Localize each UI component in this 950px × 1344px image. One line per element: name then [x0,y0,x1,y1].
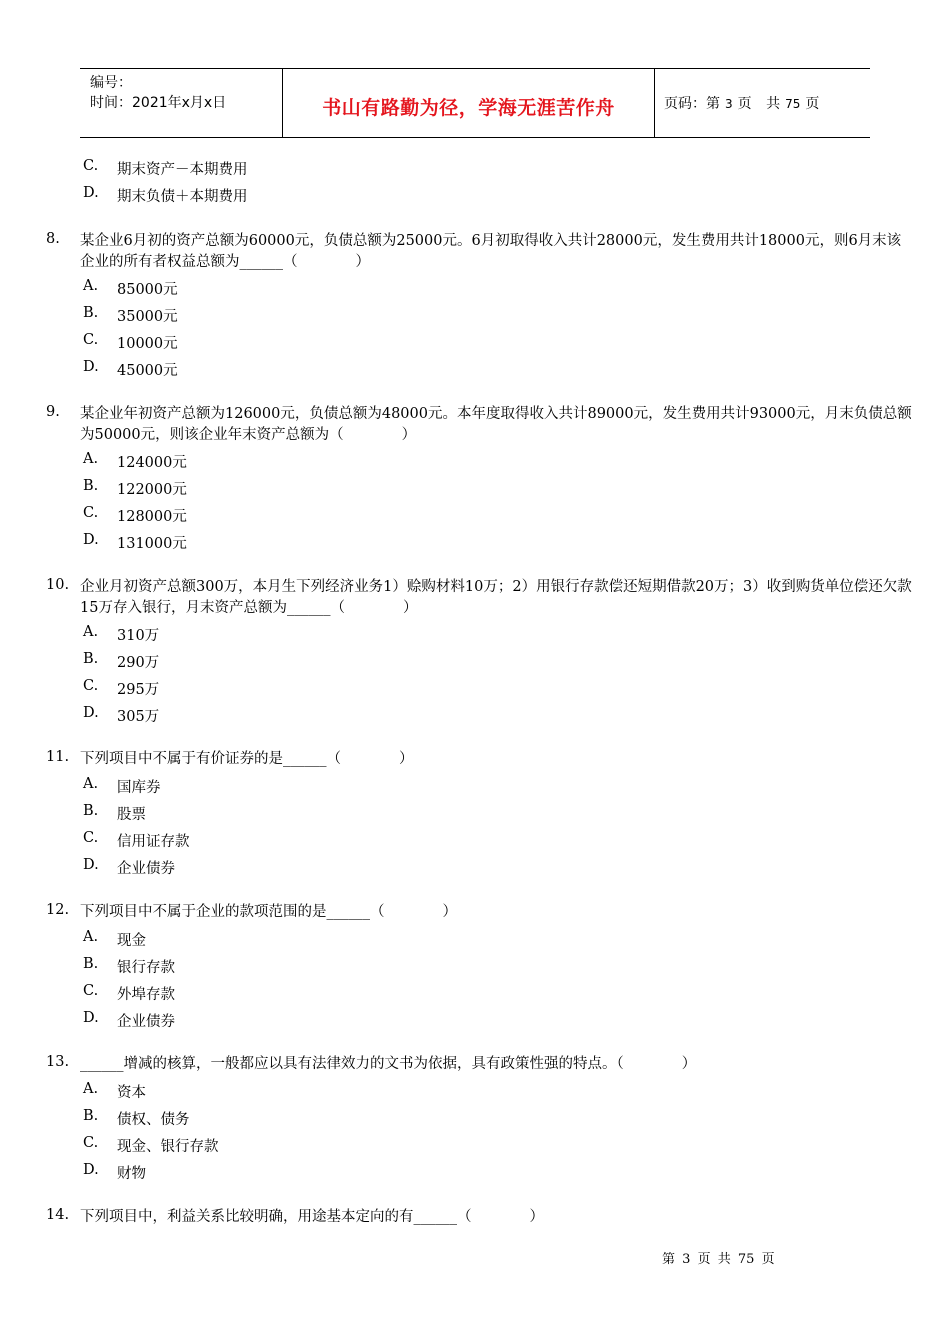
slogan: 书山有路勤为径，学海无涯苦作舟 [322,96,615,119]
option-letter: D. [83,1162,99,1178]
option-text: 124000元 [117,455,187,471]
page-number: 3 [725,97,733,111]
time-label: 时间：2021年x月x日 [90,95,227,111]
question-text: ______增减的核算，一般都应以具有法律效力的文书为依据，具有政策性强的特点。（ ） [80,1056,697,1072]
page-label: 页码：第 [664,96,720,112]
option-text: 股票 [117,807,146,823]
question-text: 下列项目中不属于有价证券的是______（ ） [80,751,414,767]
question-number: 10. [46,577,70,593]
option-text: 企业债券 [117,861,175,877]
option-text: 信用证存款 [117,834,190,850]
option-text: 企业债券 [117,1014,175,1030]
option-letter: D. [83,185,99,201]
question-number: 9. [46,404,60,420]
option-text: 85000元 [117,282,178,298]
option-letter: C. [83,158,99,174]
page-footer [662,1248,778,1267]
option-text: 295万 [117,682,160,698]
footer-page-number: 3 [682,1252,691,1267]
option-text: 国库券 [117,780,161,796]
question-text: 企业月初资产总额300万，本月生下列经济业务1）赊购材料10万；2）用银行存款偿还短期借款20万；3）收到购货单位偿还欠款15万存入银行，月末资产总额为______（ ） [80,579,912,616]
option-text: 10000元 [117,336,178,352]
option-text: 310万 [117,628,160,644]
question-text: 下列项目中，利益关系比较明确，用途基本定向的有______（ ） [80,1209,544,1225]
option-letter: B. [83,305,99,321]
page-mid: 页 [737,96,752,112]
option-letter: B. [83,478,99,494]
question-text: 下列项目中不属于企业的款项范围的是______（ ） [80,904,457,920]
question-number: 14. [46,1207,70,1223]
option-text: 128000元 [117,509,187,525]
option-letter: C. [83,332,99,348]
option-letter: B. [83,956,99,972]
option-letter: A. [83,776,99,792]
footer-total-prefix: 共 [717,1252,731,1267]
option-text: 外埠存款 [117,987,175,1003]
option-letter: C. [83,830,99,846]
option-text: 45000元 [117,363,178,379]
option-letter: D. [83,857,99,873]
total-end: 页 [805,96,820,112]
footer-prefix: 第 [662,1252,676,1267]
option-text: 财物 [117,1166,146,1182]
option-letter: C. [83,983,99,999]
option-letter: A. [83,1081,99,1097]
option-text: 131000元 [117,536,187,552]
option-letter: D. [83,359,99,375]
option-text: 期末负债＋本期费用 [117,189,248,205]
option-text: 资本 [117,1085,146,1101]
option-letter: D. [83,532,99,548]
doc-number-label: 编号： [90,75,132,91]
question-number: 12. [46,902,70,918]
option-text: 122000元 [117,482,187,498]
page-header [80,68,870,138]
option-letter: C. [83,505,99,521]
option-letter: B. [83,1108,99,1124]
option-text: 现金、银行存款 [117,1139,219,1155]
option-letter: D. [83,705,99,721]
option-letter: A. [83,929,99,945]
option-letter: D. [83,1010,99,1026]
question-text: 某企业6月初的资产总额为60000元，负债总额为25000元。6月初取得收入共计28000元，发生费用共计18000元，则6月末该企业的所有者权益总额为______（ ） [80,233,902,270]
option-text: 305万 [117,709,160,725]
option-letter: A. [83,624,99,640]
option-letter: A. [83,278,99,294]
option-letter: C. [83,1135,99,1151]
option-text: 期末资产－本期费用 [117,162,248,178]
option-text: 现金 [117,933,146,949]
footer-suffix: 页 [761,1252,775,1267]
question-number: 11. [46,749,70,765]
option-letter: C. [83,678,99,694]
header-slogan-cell [282,69,655,137]
question-text: 某企业年初资产总额为126000元，负债总额为48000元。本年度取得收入共计89000元，发生费用共计93000元，月末负债总额为50000元，则该企业年末资产总额为（ ） [80,406,912,443]
option-text: 债权、债务 [117,1112,190,1128]
total-pages: 75 [785,97,801,111]
header-info [80,69,282,137]
question-number: 8. [46,231,60,247]
option-letter: B. [83,803,99,819]
question-number: 13. [46,1054,70,1070]
option-text: 银行存款 [117,960,175,976]
footer-total-pages: 75 [737,1252,755,1267]
option-letter: A. [83,451,99,467]
header-page-info [655,69,870,137]
option-letter: B. [83,651,99,667]
total-label: 共 [766,96,781,112]
option-text: 290万 [117,655,160,671]
footer-page-word: 页 [697,1252,711,1267]
option-text: 35000元 [117,309,178,325]
